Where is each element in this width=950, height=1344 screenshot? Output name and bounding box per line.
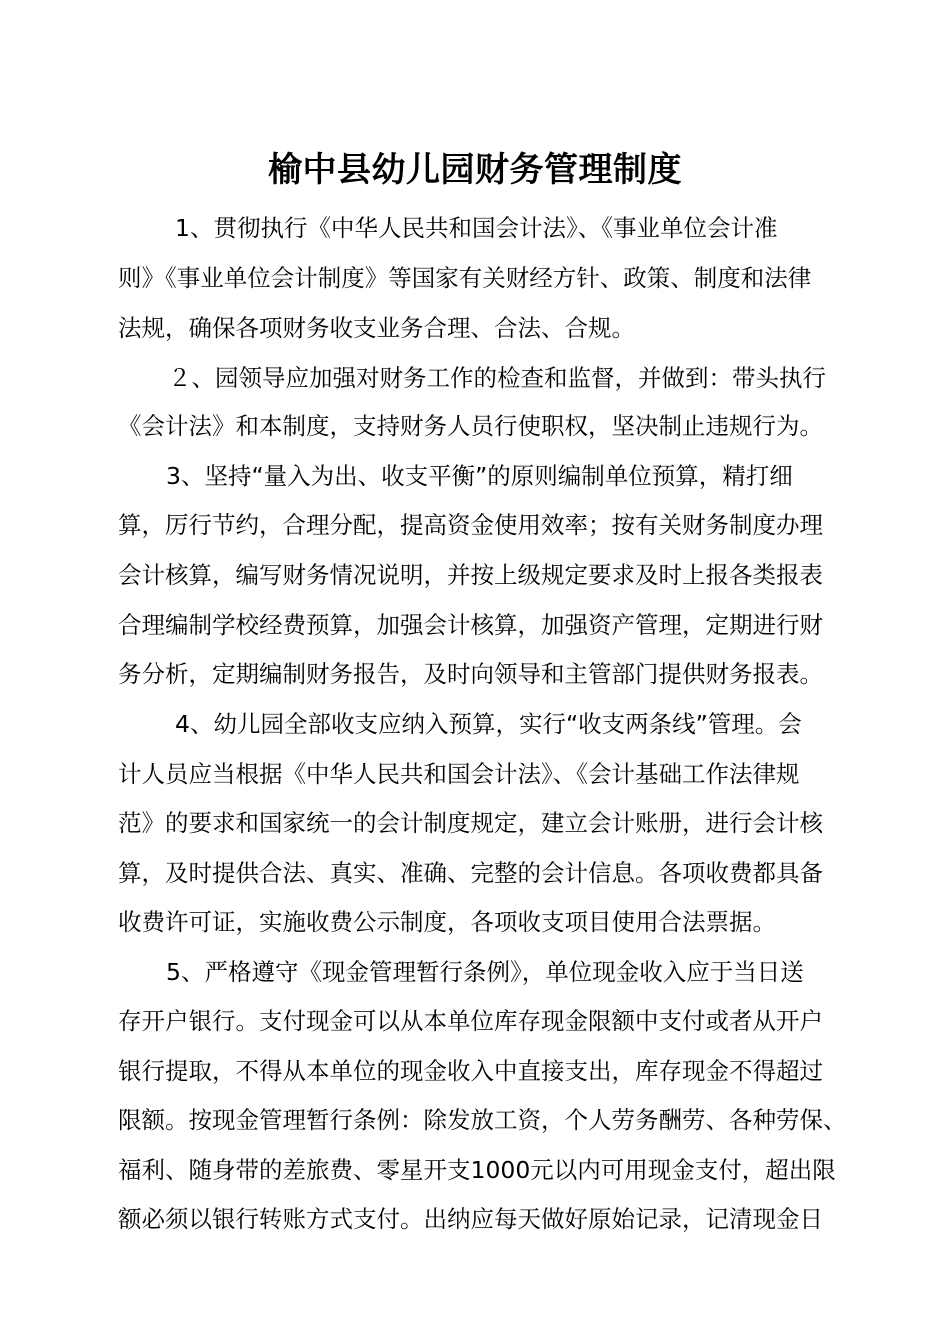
paragraph-5-line-4: 限额。按现金管理暂行条例：除发放工资，个人劳务酬劳、各种劳保、	[118, 1106, 847, 1134]
paragraph-4-line-5: 收费许可证，实施收费公示制度，各项收支项目使用合法票据。	[118, 908, 776, 936]
paragraph-2-line-1: ２、园领导应加强对财务工作的检查和监督，并做到：带头执行	[168, 364, 826, 392]
paragraph-5-line-1: 5、严格遵守《现金管理暂行条例》，单位现金收入应于当日送	[166, 958, 804, 986]
paragraph-4-line-1: 4、幼儿园全部收支应纳入预算，实行“收支两条线”管理。会	[175, 710, 802, 738]
paragraph-4-line-3: 范》的要求和国家统一的会计制度规定，建立会计账册，进行会计核	[118, 809, 823, 837]
paragraph-5-line-6: 额必须以银行转账方式支付。出纳应每天做好原始记录，记清现金日	[118, 1205, 823, 1233]
paragraph-1-line-2: 则》《事业单位会计制度》等国家有关财经方针、政策、制度和法律	[118, 264, 812, 292]
paragraph-5-line-3: 银行提取，不得从本单位的现金收入中直接支出，库存现金不得超过	[118, 1057, 823, 1085]
paragraph-4-line-2: 计人员应当根据《中华人民共和国会计法》、《会计基础工作法律规	[118, 760, 800, 788]
paragraph-3-line-2: 算，厉行节约，合理分配，提高资金使用效率；按有关财务制度办理	[118, 511, 823, 539]
paragraph-3-line-1: 3、坚持“量入为出、收支平衡”的原则编制单位预算，精打细	[166, 462, 793, 490]
paragraph-2-line-2: 《会计法》和本制度，支持财务人员行使职权，坚决制止违规行为。	[118, 412, 823, 440]
paragraph-3-line-4: 合理编制学校经费预算，加强会计核算，加强资产管理，定期进行财	[118, 611, 823, 639]
paragraph-3-line-3: 会计核算，编写财务情况说明，并按上级规定要求及时上报各类报表	[118, 561, 823, 589]
paragraph-3-line-5: 务分析，定期编制财务报告，及时向领导和主管部门提供财务报表。	[118, 660, 823, 688]
paragraph-5-line-2: 存开户银行。支付现金可以从本单位库存现金限额中支付或者从开户	[118, 1007, 823, 1035]
paragraph-1-line-1: 1、贯彻执行《中华人民共和国会计法》、《事业单位会计准	[175, 214, 778, 242]
document-title: 榆中县幼儿园财务管理制度	[268, 150, 682, 190]
paragraph-5-line-5: 福利、随身带的差旅费、零星开支1000元以内可用现金支付，超出限	[118, 1156, 836, 1184]
paragraph-4-line-4: 算，及时提供合法、真实、准确、完整的会计信息。各项收费都具备	[118, 859, 823, 887]
paragraph-1-line-3: 法规，确保各项财务收支业务合理、合法、合规。	[118, 314, 635, 342]
